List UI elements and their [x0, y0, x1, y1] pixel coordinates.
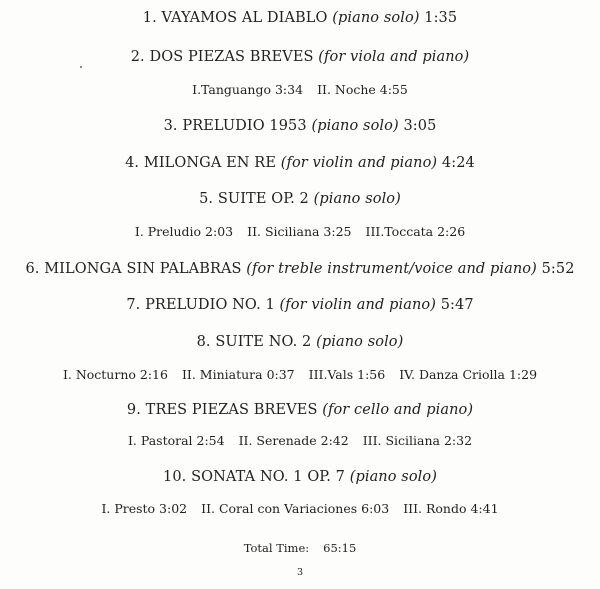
track-number: 3. — [163, 118, 178, 134]
track-number: 8. — [196, 334, 211, 350]
movement: I. Nocturno 2:16 — [62, 367, 168, 382]
track-instrumentation: (for violin and piano) — [279, 297, 436, 313]
track-number: 7. — [126, 297, 141, 313]
track-number: 4. — [125, 155, 140, 171]
track-duration: 4:24 — [441, 155, 475, 171]
track-name: TRES PIEZAS BREVES — [145, 402, 318, 418]
track-instrumentation: (for viola and piano) — [318, 49, 470, 65]
track-duration: 1:35 — [424, 10, 458, 26]
track-3-title — [0, 118, 600, 134]
movement: III.Toccata 2:26 — [365, 224, 466, 239]
track-instrumentation: (piano solo) — [332, 10, 420, 26]
track-5-title — [0, 191, 600, 207]
movement: III. Rondo 4:41 — [403, 501, 499, 516]
track-duration: 3:05 — [403, 118, 437, 134]
track-7-title — [0, 297, 600, 313]
track-1-title — [0, 10, 600, 26]
track-name: SONATA NO. 1 OP. 7 — [191, 469, 345, 485]
track-instrumentation: (for violin and piano) — [280, 155, 438, 171]
track-2-movements — [0, 82, 600, 97]
track-number: 6. — [25, 261, 40, 277]
track-number: 2. — [130, 49, 145, 65]
track-instrumentation: (for cello and piano) — [322, 402, 474, 418]
track-name: PRELUDIO NO. 1 — [145, 297, 275, 313]
track-8-movements — [0, 367, 600, 382]
movement: II. Miniatura 0:37 — [181, 367, 295, 382]
track-number: 10. — [163, 469, 187, 485]
track-instrumentation: (piano solo) — [311, 118, 399, 134]
total-time-label: Total Time: — [243, 541, 310, 555]
track-instrumentation: (piano solo) — [316, 334, 404, 350]
track-9-title — [0, 402, 600, 418]
track-duration: 5:47 — [440, 297, 474, 313]
track-instrumentation: (piano solo) — [313, 191, 401, 207]
track-number: 9. — [126, 402, 141, 418]
movement: I. Presto 3:02 — [101, 501, 188, 516]
track-name: SUITE NO. 2 — [215, 334, 312, 350]
track-instrumentation: (piano solo) — [349, 469, 437, 485]
track-instrumentation: (for treble instrument/voice and piano) — [246, 261, 537, 277]
track-9-movements — [0, 433, 600, 448]
movement: II. Noche 4:55 — [317, 82, 408, 97]
page-number: 3 — [296, 567, 304, 578]
track-name: MILONGA EN RE — [143, 155, 277, 171]
movement: I. Pastoral 2:54 — [127, 433, 225, 448]
movement: I.Tanguango 3:34 — [192, 82, 304, 97]
track-name: PRELUDIO 1953 — [182, 118, 307, 134]
track-8-title — [0, 334, 600, 350]
track-6-title — [0, 261, 600, 277]
track-number: 1. — [142, 10, 157, 26]
track-name: VAYAMOS AL DIABLO — [161, 10, 328, 26]
movement: IV. Danza Criolla 1:29 — [399, 367, 538, 382]
track-name: DOS PIEZAS BREVES — [149, 49, 314, 65]
track-2-title — [0, 49, 600, 65]
total-time — [0, 541, 600, 555]
movement: III.Vals 1:56 — [308, 367, 386, 382]
track-4-title — [0, 155, 600, 171]
total-time-value: 65:15 — [323, 541, 357, 555]
track-name: MILONGA SIN PALABRAS — [44, 261, 242, 277]
movement: II. Serenade 2:42 — [238, 433, 349, 448]
track-name: SUITE OP. 2 — [217, 191, 309, 207]
track-duration: 5:52 — [541, 261, 575, 277]
track-5-movements — [0, 224, 600, 239]
movement: I. Preludio 2:03 — [134, 224, 234, 239]
track-10-movements — [0, 501, 600, 516]
track-number: 5. — [199, 191, 214, 207]
movement: II. Siciliana 3:25 — [247, 224, 352, 239]
movement: III. Siciliana 2:32 — [362, 433, 473, 448]
print-speck — [80, 66, 82, 68]
movement: II. Coral con Variaciones 6:03 — [201, 501, 390, 516]
track-10-title — [0, 469, 600, 485]
